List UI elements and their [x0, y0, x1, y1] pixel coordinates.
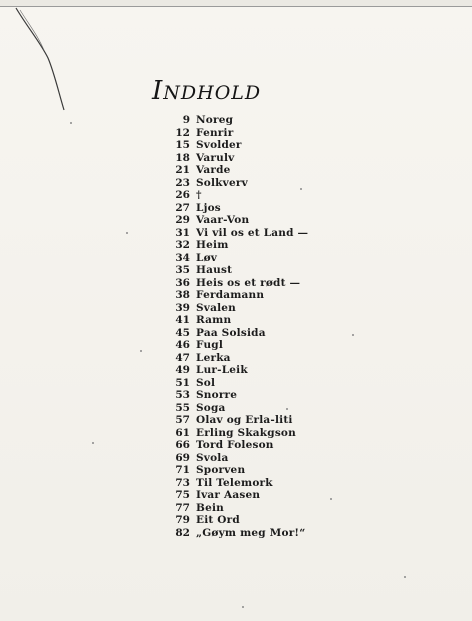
- toc-entry: [168, 114, 368, 127]
- toc-page-number: 45: [175, 326, 190, 339]
- toc-entry-title: Til Telemork: [196, 476, 273, 489]
- dust-speck: [352, 334, 354, 336]
- title-rest: NDHOLD: [163, 82, 262, 104]
- toc-entry-title: Fenrir: [196, 126, 234, 139]
- toc-entry: [168, 302, 368, 315]
- toc-page-number: 82: [175, 526, 190, 539]
- toc-entry-title: Bein: [196, 501, 224, 514]
- toc-entry-title: Svolder: [196, 139, 242, 151]
- page-fold-mark: [14, 6, 74, 116]
- toc-entry: [168, 277, 368, 290]
- toc-entry-title: Soga: [196, 401, 226, 414]
- toc-page-number: 34: [175, 251, 190, 264]
- toc-entry: [168, 139, 368, 152]
- toc-page-number: 21: [175, 164, 190, 176]
- toc-entry-title: Varde: [196, 164, 231, 176]
- toc-page-number: 71: [175, 464, 190, 476]
- toc-entry-title: „Gøym meg Mor!“: [196, 526, 306, 539]
- toc-entry: [168, 152, 368, 165]
- toc-entry: [168, 314, 368, 327]
- toc-page-number: 15: [175, 139, 190, 151]
- dust-speck: [126, 232, 128, 234]
- toc-page-number: 57: [175, 414, 190, 426]
- toc-entry: [168, 389, 368, 402]
- toc-page-number: 55: [175, 401, 190, 414]
- toc-entry: [168, 477, 368, 490]
- toc-entry-title: Heim: [196, 239, 229, 251]
- toc-entry: [168, 414, 368, 427]
- toc-entry: [168, 227, 368, 240]
- dust-speck: [286, 408, 288, 410]
- dust-speck: [330, 498, 332, 500]
- toc-entry: [168, 352, 368, 365]
- toc-entry: [168, 239, 368, 252]
- toc-page-number: 38: [175, 289, 190, 301]
- toc-entry: [168, 189, 368, 202]
- toc-entry: [168, 502, 368, 515]
- dust-speck: [242, 606, 244, 608]
- toc-page-number: 39: [175, 301, 190, 314]
- page-title: [152, 76, 261, 106]
- toc-page-number: 23: [175, 176, 190, 189]
- toc-page-number: 31: [175, 226, 190, 239]
- toc-page-number: 49: [175, 364, 190, 376]
- toc-entry-title: Ferdamann: [196, 289, 265, 301]
- toc-entry-title: Svola: [196, 451, 229, 464]
- toc-page-number: 12: [175, 126, 190, 139]
- toc-entry-title: Fugl: [196, 339, 224, 351]
- toc-entry-title: †: [196, 189, 202, 201]
- toc-entry-title: Svalen: [196, 301, 236, 314]
- toc-entry: [168, 252, 368, 265]
- toc-entry-title: Snorre: [196, 389, 238, 401]
- toc-entry-title: Løv: [196, 251, 218, 264]
- toc-entry: [168, 214, 368, 227]
- toc-page-number: 9: [182, 114, 190, 126]
- toc-entry-title: Sporven: [196, 464, 246, 476]
- toc-page-number: 73: [175, 476, 190, 489]
- toc-entry: [168, 289, 368, 302]
- toc-entry-title: Solkverv: [196, 176, 248, 189]
- toc-entry: [168, 364, 368, 377]
- toc-entry-title: Eit Ord: [196, 514, 240, 526]
- toc-page-number: 26: [175, 189, 190, 201]
- title-initial: I: [152, 76, 164, 106]
- toc-page-number: 29: [175, 214, 190, 226]
- toc-entry-title: Haust: [196, 264, 233, 276]
- toc-page-number: 75: [175, 489, 190, 501]
- toc-page-number: 27: [175, 201, 190, 214]
- toc-entry: [168, 489, 368, 502]
- toc-entry: [168, 177, 368, 190]
- table-of-contents: [168, 114, 368, 539]
- toc-entry-title: Erling Skakgson: [196, 426, 296, 439]
- toc-entry-title: Tord Foleson: [196, 439, 274, 451]
- toc-entry-title: Vi vil os et Land —: [196, 226, 309, 239]
- toc-page-number: 53: [175, 389, 190, 401]
- toc-page-number: 32: [175, 239, 190, 251]
- toc-entry-title: Vaar-Von: [196, 214, 250, 226]
- toc-entry-title: Olav og Erla-liti: [196, 414, 293, 426]
- toc-page-number: 69: [175, 451, 190, 464]
- toc-page-number: 77: [175, 501, 190, 514]
- toc-entry: [168, 427, 368, 440]
- toc-entry: [168, 377, 368, 390]
- toc-entry: [168, 339, 368, 352]
- toc-entry: [168, 327, 368, 340]
- toc-entry-title: Lerka: [196, 351, 231, 364]
- toc-entry: [168, 452, 368, 465]
- toc-page-number: 35: [175, 264, 190, 276]
- toc-page-number: 79: [175, 514, 190, 526]
- toc-entry: [168, 264, 368, 277]
- toc-entry: [168, 514, 368, 527]
- dust-speck: [92, 442, 94, 444]
- toc-page-number: 47: [175, 351, 190, 364]
- toc-entry: [168, 127, 368, 140]
- toc-entry-title: Sol: [196, 376, 216, 389]
- dust-speck: [140, 350, 142, 352]
- dust-speck: [300, 188, 302, 190]
- toc-entry: [168, 464, 368, 477]
- toc-page-number: 18: [175, 151, 190, 164]
- toc-page-number: 66: [175, 439, 190, 451]
- dust-speck: [404, 576, 406, 578]
- toc-page-number: 61: [175, 426, 190, 439]
- toc-entry: [168, 527, 368, 540]
- toc-entry-title: Varulv: [196, 151, 235, 164]
- toc-entry: [168, 402, 368, 415]
- toc-entry-title: Heis os et rødt —: [196, 276, 301, 289]
- toc-entry-title: Noreg: [196, 114, 234, 126]
- dust-speck: [70, 122, 72, 124]
- toc-entry: [168, 164, 368, 177]
- toc-entry-title: Lur-Leik: [196, 364, 248, 376]
- toc-entry-title: Paa Solsida: [196, 326, 266, 339]
- toc-entry: [168, 439, 368, 452]
- toc-entry-title: Ramn: [196, 314, 232, 326]
- toc-page-number: 46: [175, 339, 190, 351]
- toc-entry-title: Ivar Aasen: [196, 489, 261, 501]
- toc-page-number: 51: [175, 376, 190, 389]
- toc-entry: [168, 202, 368, 215]
- toc-page-number: 41: [175, 314, 190, 326]
- toc-page-number: 36: [175, 276, 190, 289]
- toc-entry-title: Ljos: [196, 201, 221, 214]
